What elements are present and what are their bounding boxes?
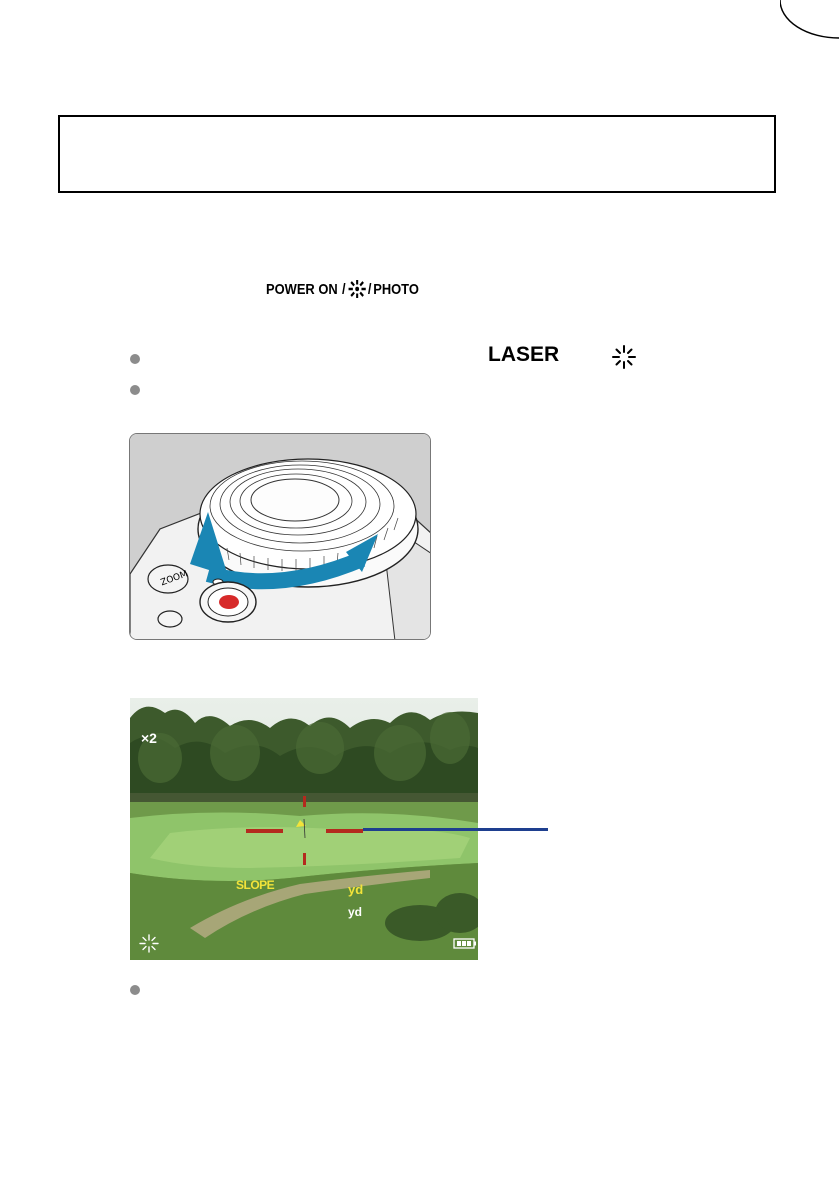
laser-blink-icon [612,345,636,369]
note-box [58,115,776,193]
power-photo-button-label [266,278,419,300]
page-corner-arc [780,0,839,40]
zoom-button-label: ZOOM [159,569,190,589]
zoom-level-indicator: ×2 [141,730,157,746]
power-on-label: POWER ON [266,280,338,298]
camera-drawing [130,434,431,640]
separator-2: / [367,280,372,298]
laser-label: LASER [488,343,560,366]
bullet-1 [130,354,140,364]
rangefinder-dial-illustration [129,433,431,640]
bullet-3 [130,985,140,995]
photo-label: PHOTO [373,280,419,298]
sun-icon [347,279,366,299]
reticle-callout-line [363,828,548,831]
distance-unit-secondary: yd [348,905,363,919]
separator-1: / [341,280,346,298]
distance-unit-primary: yd [348,882,364,897]
slope-label: SLOPE [236,878,275,892]
bullet-2 [130,385,140,395]
